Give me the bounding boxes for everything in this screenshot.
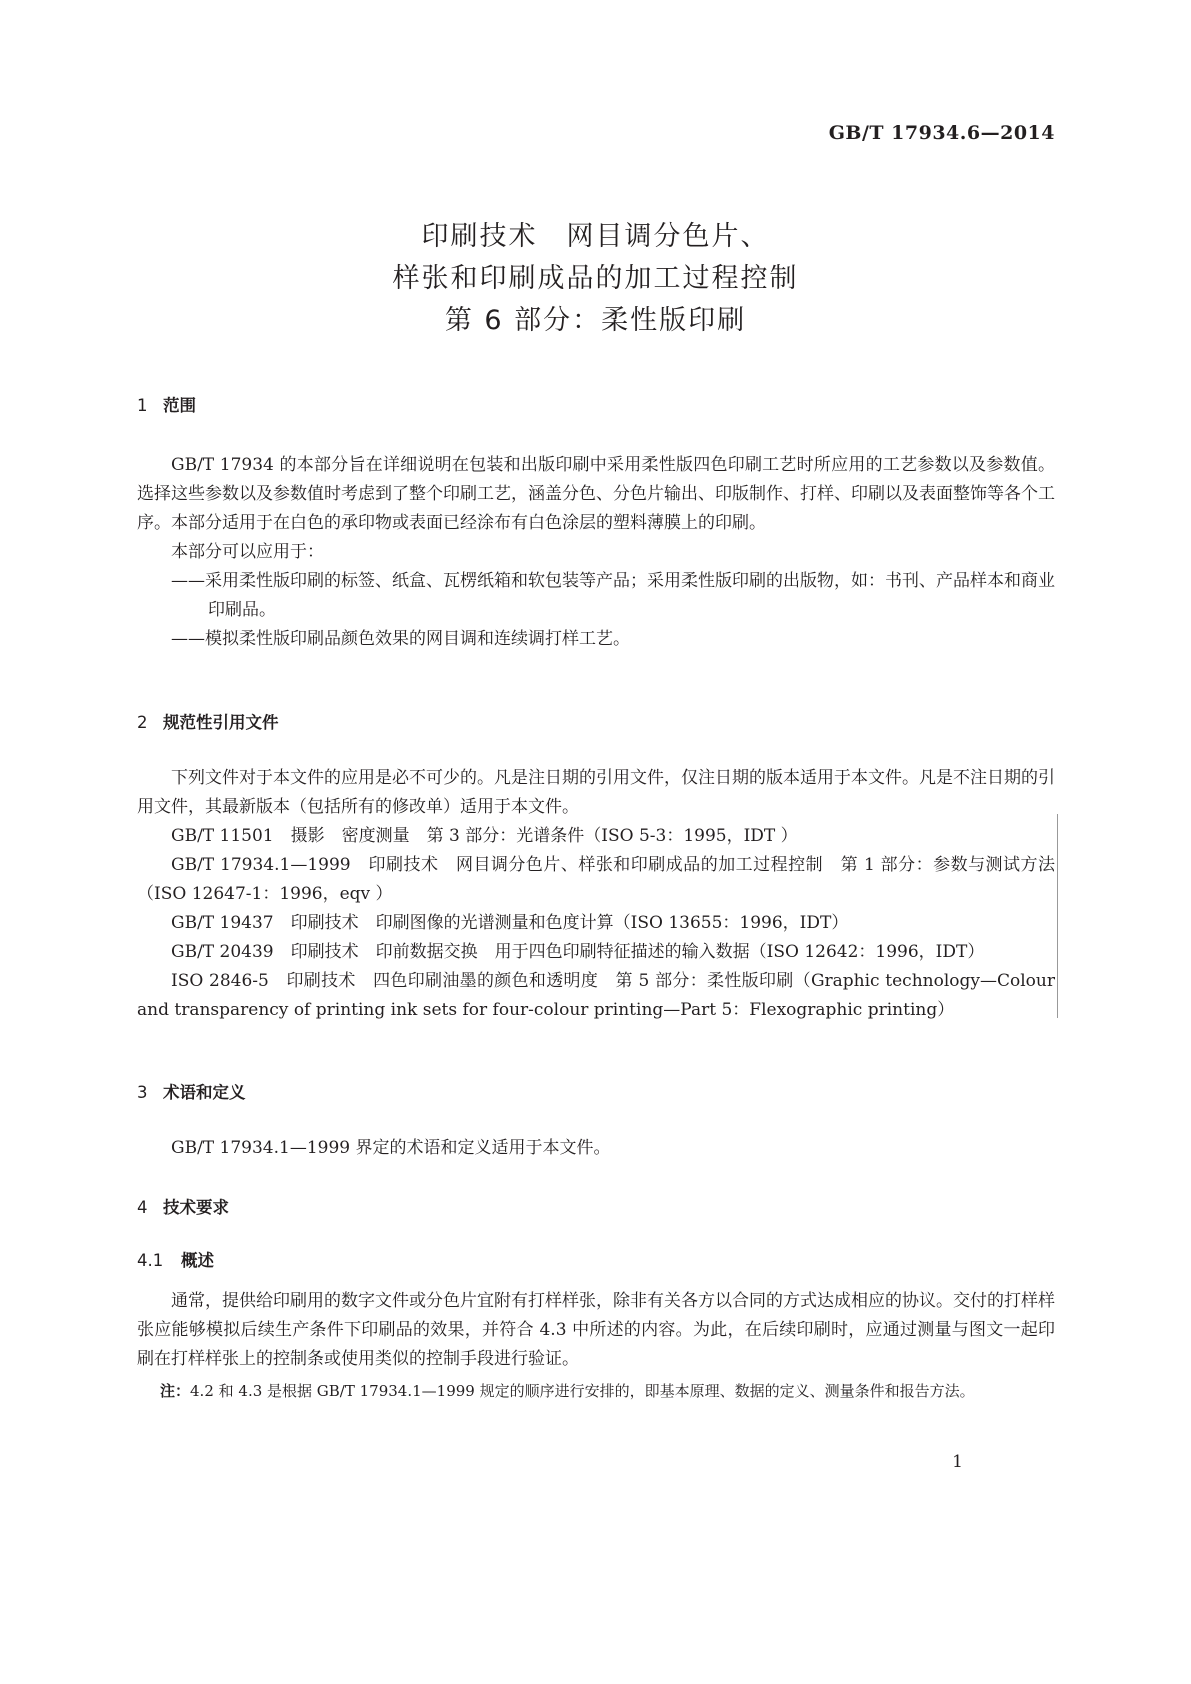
section-title: 范围 [163, 396, 196, 415]
subsection-number: 4.1 [137, 1251, 164, 1270]
list-item: ——采用柔性版印刷的标签、纸盒、瓦楞纸箱和软包装等产品；采用柔性版印刷的出版物，如：书刊、产品样本和商业印刷品。 [171, 571, 1055, 620]
note-text: 4.2 和 4.3 是根据 GB/T 17934.1—1999 规定的顺序进行安排的，即基本原理、数据的定义、测量条件和报告方法。 [190, 1382, 975, 1400]
paragraph: 本部分可以应用于： [171, 542, 324, 562]
section-3-body [137, 1134, 1055, 1163]
section-1-body [137, 451, 1055, 654]
section-number: 4 [137, 1198, 148, 1217]
reference-item: ISO 2846-5 印刷技术 四色印刷油墨的颜色和透明度 第 5 部分：柔性版印刷（Graphic technology—Colour and transparency of printing ink sets for four-colour printing—Part 5：Flexographic printing） [137, 971, 1055, 1020]
note [137, 1378, 1055, 1404]
title-line-3: 第 6 部分：柔性版印刷 [444, 305, 747, 336]
section-title: 规范性引用文件 [163, 713, 279, 732]
section-4-1-body [137, 1287, 1055, 1374]
reference-item: GB/T 17934.1—1999 印刷技术 网目调分色片、样张和印刷成品的加工过程控制 第 1 部分：参数与测试方法（ISO 12647-1：1996，eqv ） [137, 855, 1055, 904]
paragraph: GB/T 17934 的本部分旨在详细说明在包装和出版印刷中采用柔性版四色印刷工艺时所应用的工艺参数以及参数值。选择这些参数以及参数值时考虑到了整个印刷工艺，涵盖分色、分色片输出、印版制作、打样、印刷以及表面整饰等各个工序。本部分适用于在白色的承印物或表面已经涂布有白色涂层的塑料薄膜上的印刷。 [137, 455, 1055, 533]
section-number: 2 [137, 713, 148, 732]
subsection-title: 概述 [181, 1251, 214, 1270]
title-line-2: 样张和印刷成品的加工过程控制 [392, 263, 799, 294]
section-title: 技术要求 [163, 1198, 229, 1217]
subsection-4-1-heading [137, 1247, 214, 1271]
section-2-body [137, 764, 1055, 1025]
standard-number: GB/T 17934.6—2014 [828, 122, 1055, 144]
section-1-heading [137, 392, 196, 416]
paragraph: GB/T 17934.1—1999 界定的术语和定义适用于本文件。 [171, 1138, 611, 1158]
reference-item: GB/T 19437 印刷技术 印刷图像的光谱测量和色度计算（ISO 13655：1996，IDT） [171, 913, 849, 933]
paragraph: 通常，提供给印刷用的数字文件或分色片宜附有打样样张，除非有关各方以合同的方式达成相应的协议。交付的打样样张应能够模拟后续生产条件下印刷品的效果，并符合 4.3 中所述的内容。为此，在后续印刷时，应通过测量与图文一起印刷在打样样张上的控制条或使用类似的控制手段进行验证。 [137, 1291, 1055, 1369]
paragraph: 下列文件对于本文件的应用是必不可少的。凡是注日期的引用文件，仅注日期的版本适用于本文件。凡是不注日期的引用文件，其最新版本（包括所有的修改单）适用于本文件。 [137, 768, 1055, 817]
section-3-heading [137, 1079, 246, 1103]
section-title: 术语和定义 [163, 1083, 246, 1102]
section-number: 3 [137, 1083, 148, 1102]
margin-rule [1057, 814, 1058, 1018]
page-number: 1 [952, 1452, 963, 1472]
section-2-heading [137, 709, 279, 733]
title-line-1: 印刷技术 网目调分色片、 [421, 221, 770, 252]
list-item: ——模拟柔性版印刷品颜色效果的网目调和连续调打样工艺。 [171, 629, 630, 649]
section-number: 1 [137, 396, 148, 415]
section-4-heading [137, 1194, 229, 1218]
note-label: 注： [160, 1382, 191, 1400]
reference-item: GB/T 20439 印刷技术 印前数据交换 用于四色印刷特征描述的输入数据（ISO 12642：1996，IDT） [171, 942, 985, 962]
reference-item: GB/T 11501 摄影 密度测量 第 3 部分：光谱条件（ISO 5-3：1995，IDT ） [171, 826, 798, 846]
